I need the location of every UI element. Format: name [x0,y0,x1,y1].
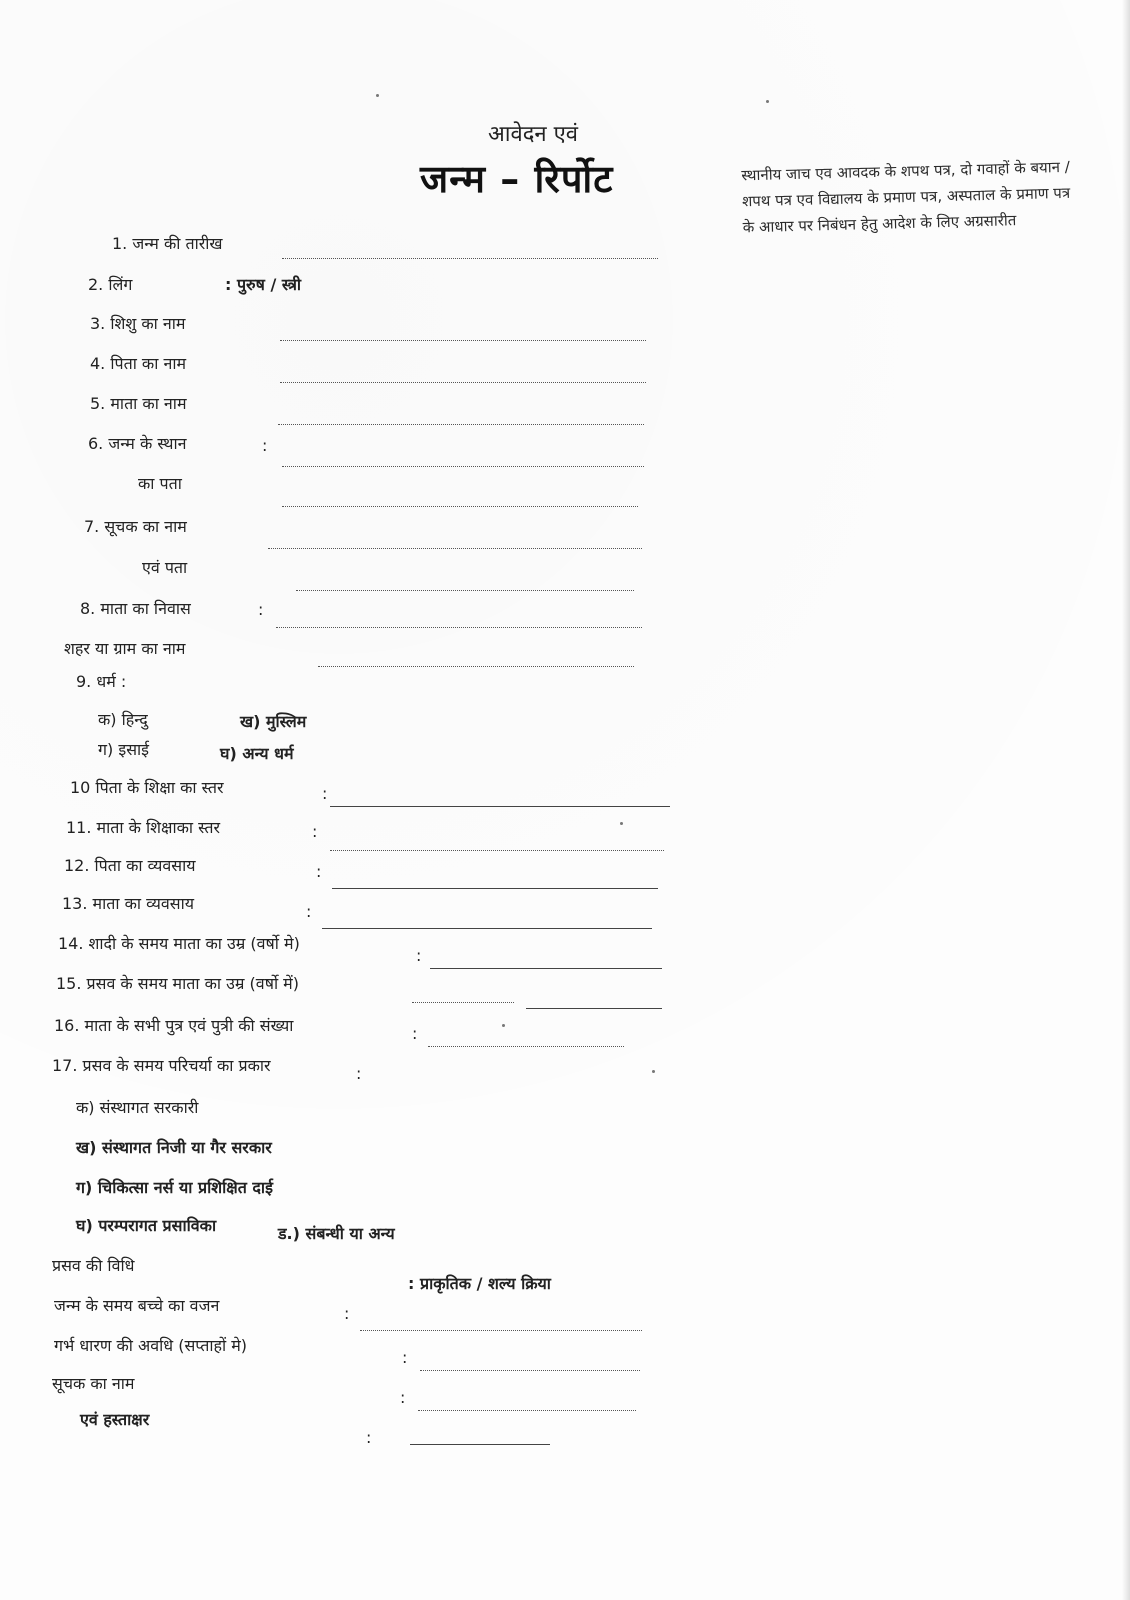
label-delivery-care-type: 17. प्रसव के समय परिचर्या का प्रकार [52,1056,271,1075]
label-informant-name-final: सूचक का नाम [52,1374,135,1393]
colon: : [366,1428,372,1447]
label-father-name: 4. पिता का नाम [90,354,187,373]
page-edge-shadow [1122,0,1130,1600]
form-subtitle: आवेदन एवं [488,122,578,147]
label-mother-name: 5. माता का नाम [90,394,187,413]
religion-option-other[interactable]: घ) अन्य धर्म [220,744,294,763]
colon: : [402,1348,408,1367]
colon: : [312,822,318,841]
field-gestation-period[interactable] [420,1370,640,1371]
label-informant-name: 7. सूचक का नाम [84,517,187,536]
scan-speck [620,822,623,825]
religion-option-hindu[interactable]: क) हिन्दु [98,710,148,729]
field-mother-residence[interactable] [276,627,642,628]
field-mother-age-at-marriage[interactable] [430,968,662,969]
religion-option-christian[interactable]: ग) इसाई [98,740,150,759]
side-note: स्थानीय जाच एव आवदक के शपथ पत्र, दो गवाहों के बयान / शपथ पत्र एव विद्यालय के प्रमाण पत्र, अस्पताल के प्रमाण पत्र के आधार पर निबंधन हेतु आदेश के लिए अग्रसारीत [741,157,1071,237]
scan-speck [502,1024,505,1027]
colon: : [262,436,268,455]
label-birth-date: 1. जन्म की तारीख [112,234,223,253]
care-option-govt-institution[interactable]: क) संस्थागत सरकारी [76,1098,199,1117]
religion-option-muslim[interactable]: ख) मुस्लिम [240,712,307,731]
label-delivery-method: प्रसव की विधि [52,1256,135,1275]
field-informant-address[interactable] [296,590,634,591]
field-children-count[interactable] [428,1046,624,1047]
colon: : [316,862,322,881]
label-father-occupation: 12. पिता का व्यवसाय [64,856,196,875]
field-birth-weight[interactable] [360,1330,642,1331]
label-city-village: शहर या ग्राम का नाम [64,639,186,658]
care-option-private-institution[interactable]: ख) संस्थागत निजी या गैर सरकार [76,1138,272,1157]
scan-speck [652,1070,655,1073]
field-mother-education[interactable] [330,850,664,851]
colon: : [322,784,328,803]
care-option-traditional-birth-attendant[interactable]: घ) परम्परागत प्रसाविका [76,1216,217,1235]
field-mother-age-at-delivery-1[interactable] [412,1002,514,1003]
colon: : [416,946,422,965]
field-city-village[interactable] [318,666,634,667]
field-birth-date[interactable] [282,258,658,259]
label-informant-address: एवं पता [142,558,188,577]
label-birth-weight: जन्म के समय बच्चे का वजन [54,1296,220,1315]
form-title: जन्म – रिर्पोट [420,157,614,201]
gender-options[interactable]: : पुरुष / स्त्री [225,275,302,294]
label-signature: एवं हस्ताक्षर [80,1410,150,1429]
care-option-relative-other[interactable]: ड.) संबन्धी या अन्य [278,1224,395,1243]
label-father-education: 10 पिता के शिक्षा का स्तर [70,778,224,797]
field-birth-place-address[interactable] [282,506,638,507]
scan-speck [766,100,769,103]
label-mother-age-at-delivery: 15. प्रसव के समय माता का उम्र (वर्षो में) [56,974,299,993]
field-mother-age-at-delivery-2[interactable] [526,1008,662,1009]
field-mother-name[interactable] [278,424,644,425]
field-child-name[interactable] [280,340,646,341]
field-informant-name-final[interactable] [418,1410,636,1411]
colon: : [344,1304,350,1323]
colon: : [412,1024,418,1043]
field-father-occupation[interactable] [332,888,658,889]
field-signature[interactable] [410,1444,550,1445]
colon: : [258,600,264,619]
colon: : [400,1388,406,1407]
field-father-education[interactable] [330,806,670,807]
label-religion: 9. धर्म : [76,672,127,691]
label-gestation-period: गर्भ धारण की अवधि (सप्ताहों मे) [54,1336,248,1355]
care-option-nurse-midwife[interactable]: ग) चिकित्सा नर्स या प्रशिक्षित दाई [76,1178,273,1197]
field-informant-name[interactable] [268,548,642,549]
label-mother-age-at-marriage: 14. शादी के समय माता का उम्र (वर्षो मे) [58,934,300,953]
label-mother-occupation: 13. माता का व्यवसाय [62,894,194,913]
colon: : [306,902,312,921]
colon: : [356,1064,362,1083]
label-birth-place-address: का पता [138,474,182,493]
delivery-method-options[interactable]: : प्राकृतिक / शल्य क्रिया [408,1274,551,1293]
label-mother-education: 11. माता के शिक्षाका स्तर [66,818,221,837]
label-child-name: 3. शिशु का नाम [90,314,186,333]
field-father-name[interactable] [280,382,646,383]
label-children-count: 16. माता के सभी पुत्र एवं पुत्री की संख्या [54,1016,294,1035]
label-mother-residence: 8. माता का निवास [80,599,191,618]
label-gender: 2. लिंग [88,275,133,294]
field-birth-place[interactable] [282,466,644,467]
field-mother-occupation[interactable] [322,928,652,929]
label-birth-place: 6. जन्म के स्थान [88,434,187,453]
scan-speck [376,94,379,97]
